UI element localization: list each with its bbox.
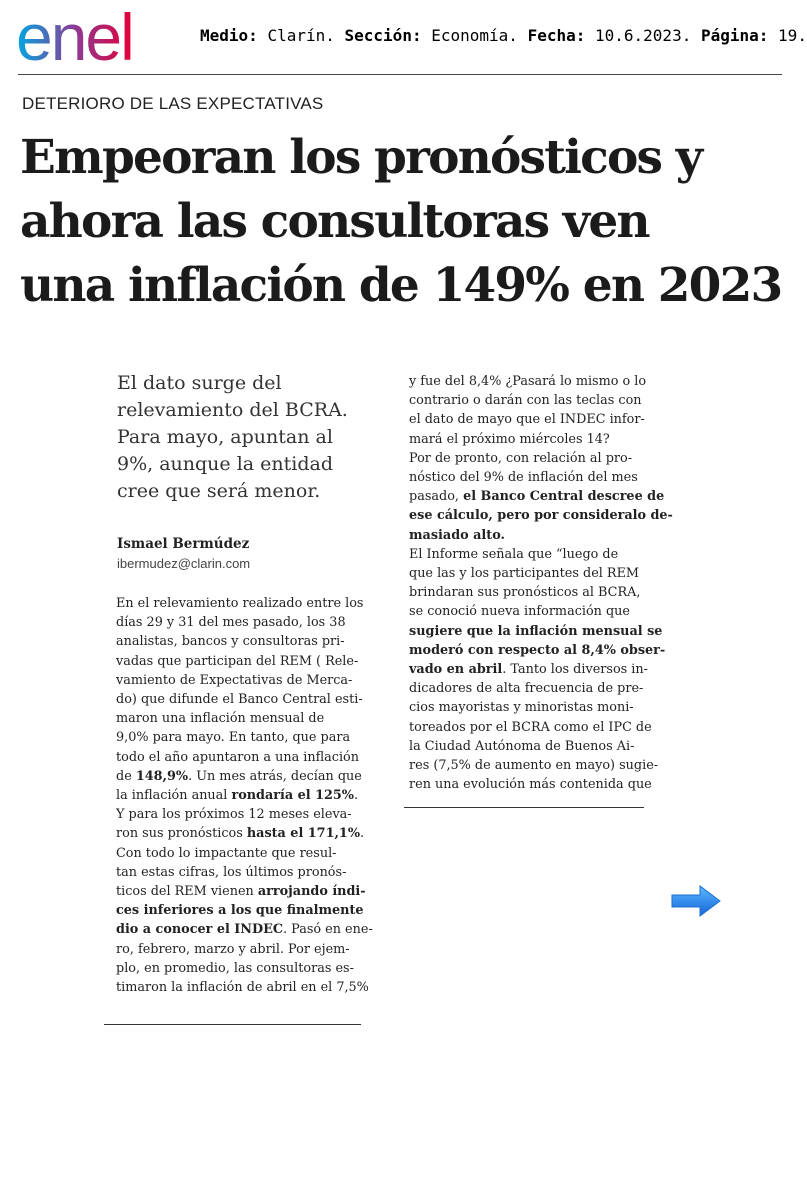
pagina-value: 19. <box>778 26 807 45</box>
body-column-2 <box>409 372 673 794</box>
body-emphasis: hasta el 171,1% <box>246 826 360 842</box>
body-text: . <box>353 788 359 804</box>
body-line <box>409 545 673 564</box>
body-emphasis: masiado alto. <box>409 527 505 543</box>
body-emphasis: el Banco Central descree de <box>463 489 665 505</box>
headline-line: Empeoran los pronósticos y <box>20 130 702 185</box>
svg-text:enel: enel <box>16 0 133 74</box>
arrow-right-icon[interactable] <box>670 884 722 918</box>
body-emphasis: ese cálculo, pero por consideralo de- <box>409 508 673 524</box>
body-text: ron sus pronósticos <box>116 826 247 842</box>
source-meta <box>200 26 807 45</box>
body-text: dicadores de alta frecuencia de pre- <box>409 681 644 697</box>
body-text: mará el próximo miércoles 14? <box>409 431 610 447</box>
body-text: de <box>116 768 136 784</box>
body-line <box>409 506 673 525</box>
body-text: que las y los participantes del REM <box>409 566 640 582</box>
body-text: y fue del 8,4% ¿Pasará lo mismo o lo <box>409 374 647 389</box>
body-line <box>116 594 373 613</box>
medio-value: Clarín. <box>267 26 335 45</box>
body-text: la Ciudad Autónoma de Buenos Ai- <box>409 738 635 754</box>
body-line <box>116 690 373 709</box>
body-line <box>409 756 673 775</box>
body-text: nóstico del 9% de inflación del mes <box>409 470 638 486</box>
deck-line: El dato surge del <box>117 372 282 394</box>
body-text: ro, febrero, marzo y abril. Por ejem- <box>116 941 350 957</box>
body-line <box>409 775 673 794</box>
body-text: . Un mes atrás, decían que <box>188 768 362 784</box>
body-text: . Pasó en ene- <box>283 922 373 938</box>
body-line <box>116 978 373 997</box>
body-line <box>116 882 373 901</box>
body-line <box>409 698 673 717</box>
body-text: Y para los próximos 12 meses eleva- <box>116 807 352 823</box>
body-text: do) que difunde el Banco Central esti- <box>116 692 363 708</box>
body-text: res (7,5% de aumento en mayo) sugie- <box>409 758 659 774</box>
deck-line: cree que será menor. <box>117 480 321 502</box>
body-line <box>116 786 373 805</box>
body-text: ren una evolución más contenida que <box>409 777 652 793</box>
body-line <box>116 613 373 632</box>
deck-line: 9%, aunque la entidad <box>117 453 333 475</box>
body-emphasis: 148,9% <box>135 768 189 784</box>
body-line <box>409 391 673 410</box>
body-text: cios mayoristas y minoristas moni- <box>409 700 634 716</box>
body-line <box>409 430 673 449</box>
body-text: plo, en promedio, las consultoras es- <box>116 960 354 976</box>
body-text: brindaran sus pronósticos al BCRA, <box>409 585 641 601</box>
body-line <box>409 622 673 641</box>
body-line <box>116 940 373 959</box>
headline-line: una inflación de 149% en 2023 <box>20 258 782 313</box>
body-line <box>409 372 673 391</box>
body-emphasis: arrojando índi- <box>257 884 366 900</box>
column-1-end-rule <box>104 1024 361 1025</box>
body-emphasis: sugiere que la inflación mensual se <box>409 623 663 639</box>
body-line <box>409 583 673 602</box>
body-emphasis: rondaría el 125% <box>231 788 354 804</box>
article-kicker: DETERIORO DE LAS EXPECTATIVAS <box>22 94 324 113</box>
body-emphasis: dio a conocer el INDEC <box>116 922 284 938</box>
enel-logo <box>14 0 180 74</box>
body-line <box>409 679 673 698</box>
body-line <box>116 863 373 882</box>
article-deck <box>117 370 367 505</box>
body-line <box>409 718 673 737</box>
body-text: contrario o darán con las teclas con <box>409 393 642 409</box>
body-line <box>409 449 673 468</box>
body-line <box>116 959 373 978</box>
body-text: Con todo lo impactante que resul- <box>116 845 337 861</box>
body-text: timaron la inflación de abril en el 7,5% <box>116 980 369 996</box>
body-text: pasado, <box>409 489 464 505</box>
author-name: Ismael Bermúdez <box>117 536 250 552</box>
body-line <box>116 709 373 728</box>
body-text: se conoció nueva información que <box>409 604 630 620</box>
body-line <box>409 602 673 621</box>
headline-line: ahora las consultoras ven <box>20 194 649 249</box>
body-text: 9,0% para mayo. En tanto, que para <box>116 730 351 746</box>
body-line <box>116 901 373 920</box>
body-text: vamiento de Expectativas de Merca- <box>116 672 353 688</box>
deck-line: Para mayo, apuntan al <box>117 426 333 448</box>
body-text: el dato de mayo que el INDEC infor- <box>409 412 645 428</box>
body-line <box>116 920 373 939</box>
body-line <box>116 632 373 651</box>
body-text: En el relevamiento realizado entre los <box>116 596 364 611</box>
fecha-label: Fecha: <box>527 26 586 45</box>
body-line <box>116 767 373 786</box>
body-text: días 29 y 31 del mes pasado, los 38 <box>116 615 346 631</box>
body-text: Por de pronto, con relación al pro- <box>409 450 633 466</box>
article-headline <box>20 126 800 318</box>
body-line <box>116 728 373 747</box>
body-emphasis: moderó con respecto al 8,4% obser- <box>409 642 666 658</box>
body-line <box>409 641 673 660</box>
body-line <box>116 652 373 671</box>
body-line <box>116 805 373 824</box>
body-text: . <box>360 826 365 842</box>
body-emphasis: vado en abril <box>409 662 503 678</box>
header-divider <box>18 74 782 75</box>
body-line <box>116 748 373 767</box>
deck-line: relevamiento del BCRA. <box>117 399 348 421</box>
seccion-label: Sección: <box>344 26 422 45</box>
seccion-value: Economía. <box>431 26 518 45</box>
body-text: la inflación anual <box>116 788 232 804</box>
author-email: ibermudez@clarin.com <box>117 556 251 571</box>
body-text: toreados por el BCRA como el IPC de <box>409 719 652 735</box>
body-line <box>116 671 373 690</box>
column-2-end-rule <box>404 807 644 808</box>
body-text: tan estas cifras, los últimos pronós- <box>116 864 347 880</box>
body-text: todo el año apuntaron a una inflación <box>116 749 359 765</box>
body-text: analistas, bancos y consultoras pri- <box>116 634 345 650</box>
body-line <box>409 526 673 545</box>
body-line <box>116 824 373 843</box>
body-line <box>409 410 673 429</box>
body-text: . Tanto los diversos in- <box>502 662 648 678</box>
body-line <box>409 737 673 756</box>
body-text: ticos del REM vienen <box>116 884 258 900</box>
body-line <box>409 487 673 506</box>
body-emphasis: ces inferiores a los que finalmente <box>116 903 364 919</box>
medio-label: Medio: <box>200 26 258 45</box>
body-line <box>116 844 373 863</box>
body-line <box>409 564 673 583</box>
body-column-1 <box>116 594 373 997</box>
body-text: El Informe señala que “luego de <box>409 546 619 562</box>
pagina-label: Página: <box>700 26 769 45</box>
fecha-value: 10.6.2023. <box>595 26 692 45</box>
body-line <box>409 660 673 679</box>
body-text: vadas que participan del REM ( Rele- <box>116 653 359 669</box>
body-text: maron una inflación mensual de <box>116 711 325 727</box>
body-line <box>409 468 673 487</box>
